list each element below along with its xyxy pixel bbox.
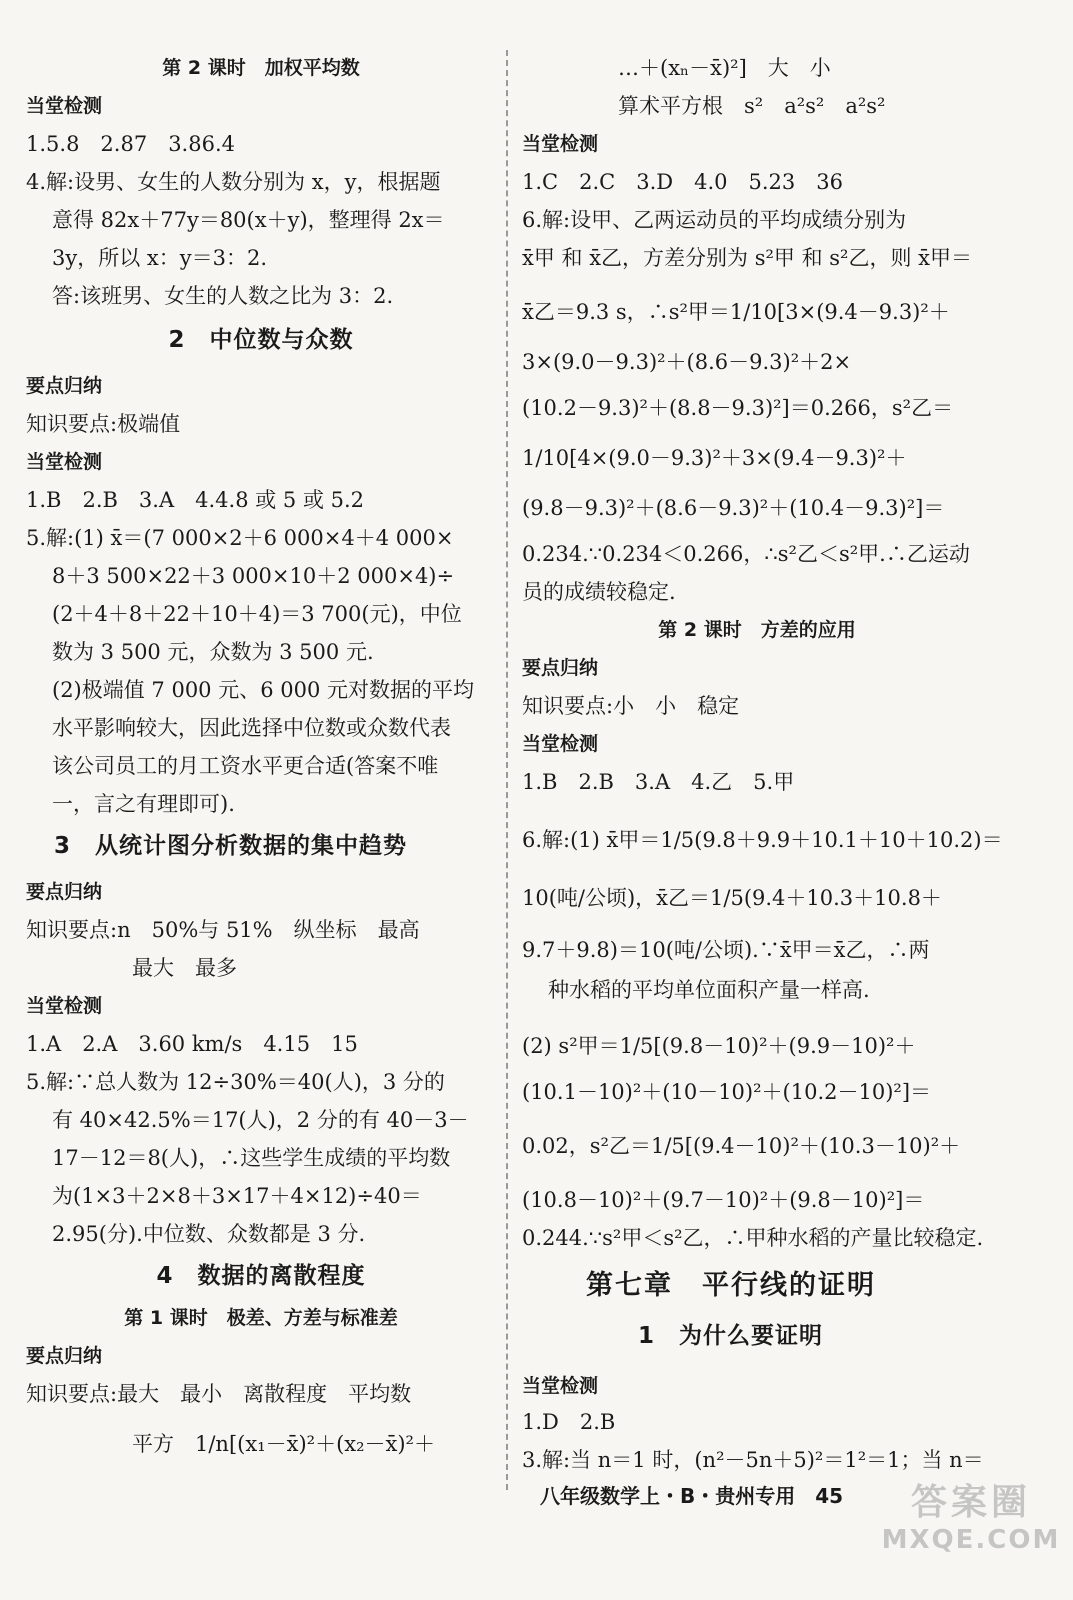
section-title: 3 从统计图分析数据的集中趋势 [54, 833, 408, 859]
text-line: 为(1×3＋2×8＋3×17＋4×12)÷40＝ [52, 1184, 422, 1208]
text-line: 0.244.∵s²甲＜s²乙，∴甲种水稻的产量比较稳定. [522, 1226, 984, 1250]
section-heading: 要点归纳 [522, 657, 599, 679]
formula-line: 3×(9.0－9.3)²＋(8.6－9.3)²＋2× [522, 350, 852, 374]
text-line: 有 40×42.5%＝17(人)，2 分的有 40－3－ [52, 1108, 469, 1132]
text-line: (2)极端值 7 000 元、6 000 元对数据的平均 [52, 678, 475, 702]
lesson-title: 第 2 课时 加权平均数 [162, 57, 360, 79]
section-heading: 要点归纳 [26, 1345, 103, 1367]
text-line: 3y，所以 x：y＝3：2. [52, 246, 268, 270]
text-line: 1.B 2.B 3.A 4.乙 5.甲 [522, 770, 795, 794]
text-line: 1.C 2.C 3.D 4.0 5.23 36 [522, 170, 843, 194]
text-line: 算术平方根 s² a²s² a²s² [618, 94, 886, 118]
text-line: 知识要点:小 小 稳定 [522, 694, 740, 718]
formula-line: 10(吨/公顷)，x̄乙＝1/5(9.4＋10.3＋10.8＋ [522, 886, 942, 910]
text-line: 1.A 2.A 3.60 km/s 4.15 15 [26, 1032, 358, 1056]
text-line: 9.7＋9.8)＝10(吨/公顷).∵x̄甲＝x̄乙，∴两 [522, 938, 930, 962]
formula-line: 1/10[4×(9.0－9.3)²＋3×(9.4－9.3)²＋ [522, 446, 907, 470]
text-line: 1.D 2.B [522, 1410, 616, 1434]
formula-line: (10.8－10)²＋(9.7－10)²＋(9.8－10)²]＝ [522, 1188, 925, 1212]
text-line: 答:该班男、女生的人数之比为 3：2. [52, 284, 394, 308]
lesson-title: 第 2 课时 方差的应用 [658, 619, 856, 641]
formula-line: (2) s²甲＝1/5[(9.8－10)²＋(9.9－10)²＋ [522, 1034, 916, 1058]
text-line: 最大 最多 [132, 956, 237, 980]
text-line: 0.234.∵0.234＜0.266，∴s²乙＜s²甲.∴乙运动 [522, 542, 970, 566]
text-line: 8＋3 500×22＋3 000×10＋2 000×4)÷ [52, 564, 455, 588]
text-line: 该公司员工的月工资水平更合适(答案不唯 [52, 754, 439, 778]
lesson-title: 第 1 课时 极差、方差与标准差 [124, 1307, 398, 1329]
formula-line: x̄乙＝9.3 s，∴s²甲＝1/10[3×(9.4－9.3)²＋ [522, 300, 950, 324]
chapter-title: 第七章 平行线的证明 [586, 1270, 876, 1301]
text-line: (2＋4＋8＋22＋10＋4)＝3 700(元)，中位 [52, 602, 462, 626]
page-footer: 八年级数学上・B・贵州专用 45 [540, 1484, 844, 1508]
column-divider [506, 50, 508, 1490]
text-line: x̄甲 和 x̄乙，方差分别为 s²甲 和 s²乙，则 x̄甲＝ [522, 246, 972, 270]
section-title: 4 数据的离散程度 [156, 1263, 366, 1289]
text-line: 3.解:当 n＝1 时，(n²－5n＋5)²＝1²＝1；当 n＝ [522, 1448, 984, 1472]
formula-line: 0.02，s²乙＝1/5[(9.4－10)²＋(10.3－10)²＋ [522, 1134, 961, 1158]
text-line: 意得 82x＋77y＝80(x＋y)，整理得 2x＝ [52, 208, 445, 232]
section-heading: 当堂检测 [26, 451, 103, 473]
section-title: 2 中位数与众数 [168, 327, 354, 353]
text-line: 知识要点:最大 最小 离散程度 平均数 [26, 1382, 412, 1406]
section-heading: 当堂检测 [522, 133, 599, 155]
text-line: 员的成绩较稳定. [522, 580, 676, 604]
section-heading: 要点归纳 [26, 375, 103, 397]
text-line: 1.B 2.B 3.A 4.4.8 或 5 或 5.2 [26, 488, 365, 512]
text-line: 17－12＝8(人)，∴这些学生成绩的平均数 [52, 1146, 451, 1170]
text-line: 知识要点:n 50%与 51% 纵坐标 最高 [26, 918, 420, 942]
text-line: 5.解:(1) x̄＝(7 000×2＋6 000×4＋4 000× [26, 526, 454, 550]
watermark-url: MXQE.COM [881, 1525, 1061, 1555]
text-line: 6.解:设甲、乙两运动员的平均成绩分别为 [522, 208, 907, 232]
section-heading: 当堂检测 [522, 1375, 599, 1397]
text-line: 数为 3 500 元，众数为 3 500 元. [52, 640, 374, 664]
text-line: 知识要点:极端值 [26, 412, 181, 436]
formula-line: (10.1－10)²＋(10－10)²＋(10.2－10)²]＝ [522, 1080, 932, 1104]
text-line: 1.5.8 2.87 3.86.4 [26, 132, 235, 156]
text-line: 4.解:设男、女生的人数分别为 x，y，根据题 [26, 170, 441, 194]
formula-line: …＋(xₙ－x̄)²] 大 小 [618, 56, 831, 80]
watermark-logo-text: 答案圈 [910, 1482, 1031, 1523]
section-heading: 要点归纳 [26, 881, 103, 903]
formula-line: 平方 1/n[(x₁－x̄)²＋(x₂－x̄)²＋ [132, 1432, 435, 1456]
section-heading: 当堂检测 [26, 995, 103, 1017]
text-line: 2.95(分).中位数、众数都是 3 分. [52, 1222, 366, 1246]
watermark [881, 1474, 1061, 1594]
section-heading: 当堂检测 [522, 733, 599, 755]
text-line: 水平影响较大，因此选择中位数或众数代表 [52, 716, 451, 740]
formula-line: (9.8－9.3)²＋(8.6－9.3)²＋(10.4－9.3)²]＝ [522, 496, 945, 520]
section-title: 1 为什么要证明 [638, 1323, 824, 1349]
section-heading: 当堂检测 [26, 95, 103, 117]
text-line: 一，言之有理即可). [52, 792, 235, 816]
text-line: 种水稻的平均单位面积产量一样高. [548, 978, 870, 1002]
text-line: 5.解:∵总人数为 12÷30%＝40(人)，3 分的 [26, 1070, 445, 1094]
formula-line: 6.解:(1) x̄甲＝1/5(9.8＋9.9＋10.1＋10＋10.2)＝ [522, 828, 1003, 852]
formula-line: (10.2－9.3)²＋(8.8－9.3)²]＝0.266，s²乙＝ [522, 396, 954, 420]
